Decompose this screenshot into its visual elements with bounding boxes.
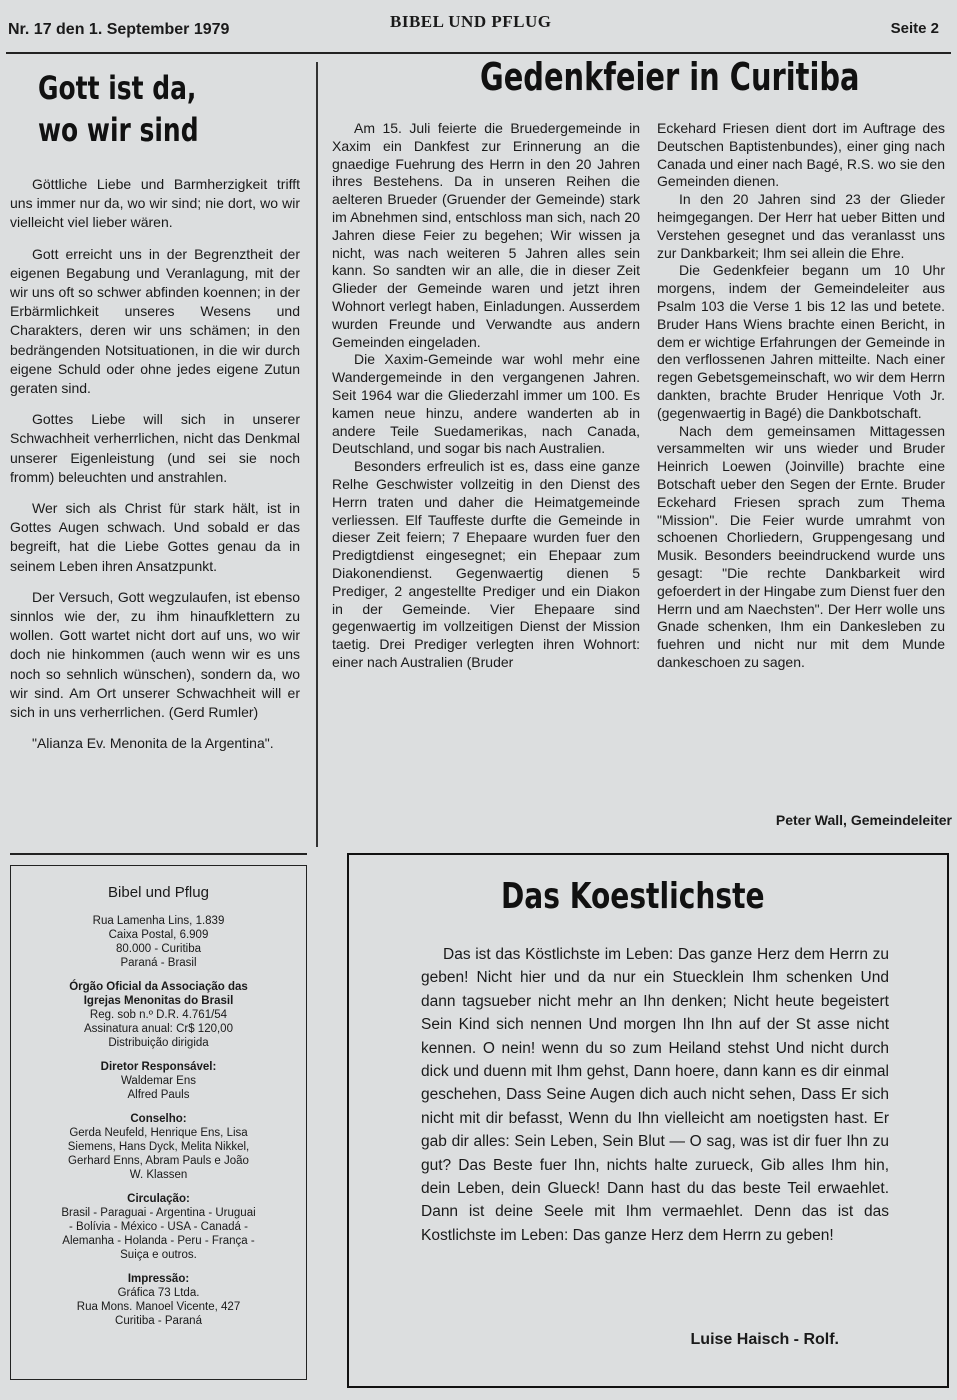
issue-date: Nr. 17 den 1. September 1979 bbox=[8, 21, 230, 38]
poem-box bbox=[347, 853, 949, 1388]
masthead-council bbox=[11, 1112, 306, 1182]
address-line: 80.000 - Curitiba bbox=[115, 943, 202, 955]
article1-paragraph: Gottes Liebe will sich in unserer Schwachheit verherrlichen, nicht das Denkmal unserer Eigenleistung (und sei sie noch fromm) beleuchten und anstrahlen. bbox=[10, 411, 300, 485]
article2-column-a bbox=[332, 120, 640, 672]
masthead-organ bbox=[11, 980, 306, 1008]
masthead-registration bbox=[11, 1008, 306, 1050]
article2-signature: Peter Wall, Gemeindeleiter bbox=[775, 812, 952, 828]
director-name: Alfred Pauls bbox=[127, 1089, 190, 1101]
print-label: Impressão: bbox=[127, 1273, 190, 1285]
masthead-box bbox=[10, 865, 307, 1380]
header-rule bbox=[6, 52, 951, 54]
address-line: Paraná - Brasil bbox=[120, 957, 197, 969]
article2-paragraph: Eckehard Friesen dient dort im Auftrage des Deutschen Baptistenbundes), einer ging nach Canada und einer nach Bagé, R.S. wo sie den Gemeinden dienen. bbox=[657, 120, 945, 190]
council-line: W. Klassen bbox=[129, 1169, 188, 1181]
poem-text: Das ist das Köstlichste im Leben: Das ganze Herz dem Herrn zu geben! Nicht hier und da nur ein Stuecklein Ihm schenken Und dann tagsueber nicht mehr an Ihn denken; Nicht heute begeistert Sein Kind sich nennen Und morgen Ihn Ihn auf der St asse nicht kennen. O nein! wenn du so zum Heiland stehst Und nicht durch dick und duenn mit Ihm gehst, Dann hoere, dann kann es dir einmal geschehen, Dass Seine Augen dich auch nicht sehen, Dass Er sich nicht mit dir befasst, Wenn du Ihn vielleicht am noetigsten hast. Er gab dir alles: Sein Leben, Sein Blut — O sag, was ist dir fuer Ihn zu gut? Das Beste fuer Ihn, nichts halte zurueck, Gib alles Ihm hin, dein Leben, dein Glueck! Dann hast du das beste Teil erwaehlet. Dann ist deine Seele mit Ihm vermaehlet. Denn das ist das Kostlichste im Leben: Das ganze Herz dem Herrn zu geben! bbox=[421, 946, 889, 1244]
left-bottom-rule bbox=[10, 853, 307, 855]
print-line: Curitiba - Paraná bbox=[115, 1315, 202, 1327]
article1-paragraph: Wer sich als Christ für stark hält, ist in Gottes Augen schwach. Und sobald er das begreift, hat die Liebe Gottes genau da in seinem Leben ihren Ansatzpunkt. bbox=[10, 500, 300, 574]
registration-line: Reg. sob n.º D.R. 4.761/54 bbox=[89, 1009, 228, 1021]
article2-paragraph: Am 15. Juli feierte die Bruedergemeinde in Xaxim ein Dankfest zur Erinnerung an die gnaedige Fuehrung des Herrn in den 20 Jahren ihres Bestehens. Da in unseren Reihen die aelteren Brueder (Gruender der Gemeinde) stark im Abnehmen sind, entschloss man sich, nach 20 Jahren diese Feier zu begehen; Wir wissen ja nicht, was nach weiteren 5 Jahren alles sein kann. So sandten wir an alle, die in dieser Zeit Glieder der Gemeinde waren und jetzt ihren Wohnort verlegt haben, Einladungen. Ausserdem wurden Freunde und Verwandte aus andern Gemeinden eingeladen. bbox=[332, 120, 640, 350]
masthead-print bbox=[11, 1272, 306, 1328]
print-line: Gráfica 73 Ltda. bbox=[117, 1287, 200, 1299]
masthead-address bbox=[11, 914, 306, 970]
article1-paragraph: Gott erreicht uns in der Begrenztheit der eigenen Begabung und Veranlagung, mit der wir uns oft so schwer abfinden koennen; in der Erbärmlichkeit unseres Wesens und Charakters, deren wir uns schämen; in den bedrängenden Notsituationen, in die wir durch eigene Schuld oder ohne jedes eigene Zutun geraten sind. bbox=[10, 245, 300, 397]
poem-title: Das Koestlichste bbox=[501, 876, 765, 917]
address-line: Caixa Postal, 6.909 bbox=[108, 929, 209, 941]
council-line: Siemens, Hans Dyck, Melita Nikkel, bbox=[67, 1141, 250, 1153]
paper-title: BIBEL UND PFLUG bbox=[390, 12, 552, 31]
page-number: Seite 2 bbox=[890, 20, 939, 37]
article1-paragraph: Göttliche Liebe und Barmherzigkeit trifft uns immer nur da, wo wir sind; nie dort, wo wir vielleicht viel lieber wären. bbox=[10, 176, 300, 231]
column-divider-left bbox=[316, 62, 318, 847]
poem-body bbox=[421, 943, 889, 1247]
article2-paragraph: In den 20 Jahren sind 23 der Glieder heimgegangen. Der Herr hat ueber Bitten und Verstehen gesegnet und das veranlasst uns zur Dankbarkeit; Ihm sei allein die Ehre. bbox=[657, 191, 945, 261]
registration-line: Distribuição dirigida bbox=[108, 1037, 209, 1049]
article2-paragraph: Besonders erfreulich ist es, dass eine ganze Relhe Geschwister vollzeitig in den Dienst des Herrn traten und daher die Heimatgemeinde verliessen. Elf Tauffeste durfte die Gemeinde in dieser Zeit feiern; 7 Ehepaare wurden fuer den Predigtdienst eingesegnet; ein Ehepaar zum Diakonendienst. Gegenwaertig dienen 5 Prediger, 2 angestellte Prediger und ein Diakon in der Gemeinde. Vier Ehepaare sind gegenwaertig im vollzeitigen Dienst der Mission taetig. Drei Prediger verlegten ihren Wohnort: einer nach Australien (Bruder bbox=[332, 458, 640, 670]
circulation-line: Suiça e outros. bbox=[120, 1249, 197, 1261]
registration-line: Assinatura anual: Cr$ 120,00 bbox=[84, 1023, 233, 1035]
article2-paragraph: Die Xaxim-Gemeinde war wohl mehr eine Wandergemeinde in den vergangenen Jahren. Seit 1964 war die Gliederzahl immer um 100. Es kamen neue hinzu, andere wanderten ab in andere Teile Suedamerikas, nach Canada, Deutschland, und sogar bis nach Australien. bbox=[332, 351, 640, 457]
circulation-label: Circulação: bbox=[127, 1193, 190, 1205]
article1-headline bbox=[38, 69, 298, 149]
masthead-circulation bbox=[11, 1192, 306, 1262]
director-name: Waldemar Ens bbox=[121, 1075, 196, 1087]
director-label: Diretor Responsável: bbox=[100, 1061, 217, 1073]
masthead-directors bbox=[11, 1060, 306, 1102]
article1-paragraph: Der Versuch, Gott wegzulaufen, ist ebenso sinnlos wie der, zu ihm hinaufklettern zu wollen. Gott wartet nicht dort auf uns, wo wir doch nie hinkommen (auch wenn wir es uns noch so sehnlich wünschen), sondern da, wo wir sind. Am Ort unserer Schwachheit will er sich in uns verherrlichen. (Gerd Rumler) bbox=[10, 588, 300, 721]
council-line: Gerda Neufeld, Henrique Ens, Lisa bbox=[69, 1127, 248, 1139]
article1-source: "Alianza Ev. Menonita de la Argentina". bbox=[32, 735, 274, 752]
article2-column-b bbox=[657, 120, 945, 672]
poem-author: Luise Haisch - Rolf. bbox=[690, 1331, 839, 1348]
article1-title-line-2: wo wir sind bbox=[38, 111, 199, 149]
article2-paragraph: Nach dem gemeinsamen Mittagessen versammelten wir uns wieder und Bruder Heinrich Loewen (Joinville) brachte eine Botschaft ueber den Segen der Ernte. Bruder Eckehard Friesen sprach zum Thema "Mission". Die Feier wurde umrahmt von schoenen Chorliedern, Gruppengesang und Musik. Besonders beeindruckend wurde uns gesagt: "Die rechte Dankbarkeit wird gefoerdert in der Hingabe zum Dienst fuer den Herrn und am Naechsten". Der Herr wolle uns Gnade schenken, Ihm ein Dankesleben zu fuehren und nicht nur mit dem Munde dankeschoen zu sagen. bbox=[657, 422, 945, 670]
circulation-line: Alemanha - Holanda - Peru - França - bbox=[62, 1235, 255, 1247]
article2-title: Gedenkfeier in Curitiba bbox=[480, 55, 860, 99]
council-line: Gerhard Enns, Abram Pauls e João bbox=[68, 1155, 249, 1167]
organ-line: Igrejas Menonitas do Brasil bbox=[83, 995, 234, 1007]
organ-line: Órgão Oficial da Associação das bbox=[69, 981, 248, 993]
circulation-line: Brasil - Paraguai - Argentina - Uruguai bbox=[61, 1207, 256, 1219]
circulation-line: - Bolívia - México - USA - Canadá - bbox=[69, 1221, 248, 1233]
masthead-title: Bibel und Pflug bbox=[108, 884, 209, 901]
article1-title-line-1: Gott ist da, bbox=[38, 69, 197, 107]
print-line: Rua Mons. Manoel Vicente, 427 bbox=[76, 1301, 241, 1313]
article2-paragraph: Die Gedenkfeier begann um 10 Uhr morgens, indem der Gemeindeleiter aus Psalm 103 die Verse 1 bis 12 las und betete. Bruder Hans Wiens brachte einen Bericht, in dem er wichtige Erfahrungen der Gemeinde in den verflossenen Jahren mitteilte. Nach einer regen Gebetsgemeinschaft, wo wir dem Herrn dankten, brachte Bruder Henrique Voth Jr. (gegenwaertig in Bagé) die Dankbotschaft. bbox=[657, 262, 945, 421]
address-line: Rua Lamenha Lins, 1.839 bbox=[92, 915, 225, 927]
council-label: Conselho: bbox=[130, 1113, 187, 1125]
article1-body bbox=[10, 175, 300, 753]
